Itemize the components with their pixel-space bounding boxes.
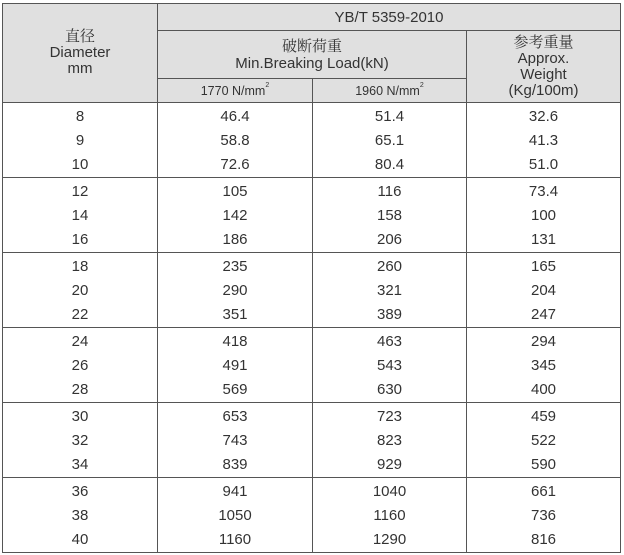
cell-value: 653	[222, 408, 248, 425]
cell-value: 46.4	[220, 108, 250, 125]
cell-value: 723	[376, 408, 403, 425]
load-1770-cell	[158, 328, 313, 403]
grade-1960-header	[313, 79, 467, 103]
cell-value: 1050	[218, 507, 252, 524]
cell-value: 32.6	[528, 108, 559, 125]
cell-value: 491	[222, 357, 248, 374]
cell-value: 34	[71, 456, 89, 473]
weight-cell	[467, 253, 621, 328]
cell-value: 24	[71, 333, 89, 350]
cell-value: 321	[376, 282, 403, 299]
cell-value: 80.4	[374, 156, 405, 173]
cell-value: 929	[376, 456, 403, 473]
breaking-load-header-cn: 破断荷重	[281, 37, 342, 55]
diameter-header-en: Diameter	[49, 44, 111, 61]
diameter-cell	[3, 478, 158, 553]
cell-value: 158	[376, 207, 403, 224]
spec-table-container	[2, 3, 621, 553]
weight-cell	[467, 403, 621, 478]
cell-value: 18	[71, 258, 89, 275]
diameter-header	[3, 4, 158, 103]
cell-value: 40	[71, 531, 89, 548]
cell-value: 418	[222, 333, 248, 350]
cell-value: 41.3	[528, 132, 559, 149]
table-row-group	[3, 328, 621, 403]
cell-value: 816	[530, 531, 557, 548]
cell-value: 463	[376, 333, 403, 350]
load-1770-cell	[158, 403, 313, 478]
cell-value: 823	[376, 432, 403, 449]
cell-value: 165	[530, 258, 557, 275]
cell-value: 105	[222, 183, 248, 200]
load-1960-cell	[313, 328, 467, 403]
cell-value: 58.8	[220, 132, 250, 149]
cell-value: 116	[377, 183, 402, 200]
diameter-header-cn: 直径	[64, 28, 95, 45]
cell-value: 73.4	[528, 183, 559, 200]
cell-value: 36	[71, 483, 89, 500]
cell-value: 1290	[372, 531, 407, 548]
cell-value: 8	[75, 108, 85, 125]
diameter-cell	[3, 178, 158, 253]
cell-value: 294	[530, 333, 557, 350]
diameter-cell	[3, 403, 158, 478]
cell-value: 16	[71, 231, 89, 248]
cell-value: 28	[71, 381, 89, 398]
cell-value: 100	[530, 207, 557, 224]
grade-1960-sup: 2	[419, 81, 424, 89]
table-body	[3, 103, 621, 553]
table-header	[3, 4, 621, 103]
cell-value: 290	[222, 282, 248, 299]
diameter-cell	[3, 253, 158, 328]
load-1960-cell	[313, 403, 467, 478]
cell-value: 72.6	[220, 156, 250, 173]
cell-value: 12	[71, 183, 89, 200]
wire-rope-spec-table	[2, 3, 621, 553]
weight-cell	[467, 328, 621, 403]
cell-value: 186	[222, 231, 248, 248]
breaking-load-header	[158, 31, 467, 79]
cell-value: 736	[530, 507, 557, 524]
cell-value: 22	[71, 306, 89, 323]
cell-value: 235	[222, 258, 248, 275]
load-1960-cell	[313, 253, 467, 328]
grade-1960-label: 1960 N/mm	[355, 83, 420, 98]
cell-value: 206	[376, 231, 403, 248]
table-row-group	[3, 178, 621, 253]
cell-value: 142	[222, 207, 248, 224]
cell-value: 131	[530, 231, 557, 248]
grade-1770-header	[158, 79, 313, 103]
cell-value: 65.1	[374, 132, 405, 149]
cell-value: 522	[530, 432, 557, 449]
cell-value: 260	[376, 258, 403, 275]
load-1960-cell	[313, 103, 467, 178]
cell-value: 389	[376, 306, 403, 323]
cell-value: 743	[222, 432, 248, 449]
cell-value: 543	[376, 357, 403, 374]
weight-header-cn: 参考重量	[513, 33, 574, 51]
load-1770-cell	[158, 478, 313, 553]
standard-header: YB/T 5359-2010	[158, 4, 621, 31]
diameter-cell	[3, 328, 158, 403]
load-1770-cell	[158, 103, 313, 178]
load-1960-cell	[313, 178, 467, 253]
table-row-group	[3, 478, 621, 553]
weight-cell	[467, 478, 621, 553]
cell-value: 569	[222, 381, 248, 398]
cell-value: 1160	[373, 507, 406, 524]
cell-value: 1160	[218, 531, 252, 548]
weight-header-en1: Approx.	[517, 49, 570, 67]
cell-value: 839	[222, 456, 248, 473]
cell-value: 30	[71, 408, 89, 425]
load-1770-cell	[158, 178, 313, 253]
grade-1770-sup: 2	[265, 81, 270, 89]
weight-header	[467, 31, 621, 103]
cell-value: 10	[71, 156, 89, 173]
load-1960-cell	[313, 478, 467, 553]
cell-value: 400	[530, 381, 557, 398]
cell-value: 14	[71, 207, 89, 224]
grade-1770-label: 1770 N/mm	[200, 83, 266, 98]
weight-header-en2: Weight	[520, 65, 567, 83]
table-row-group	[3, 253, 621, 328]
cell-value: 351	[222, 306, 248, 323]
weight-cell	[467, 103, 621, 178]
cell-value: 345	[530, 357, 557, 374]
cell-value: 20	[71, 282, 89, 299]
weight-cell	[467, 178, 621, 253]
cell-value: 26	[71, 357, 89, 374]
breaking-load-header-en: Min.Breaking Load(kN)	[235, 54, 389, 72]
cell-value: 51.4	[374, 108, 405, 125]
diameter-header-unit: mm	[67, 60, 93, 77]
load-1770-cell	[158, 253, 313, 328]
diameter-cell	[3, 103, 158, 178]
weight-header-unit: (Kg/100m)	[508, 81, 579, 99]
cell-value: 247	[530, 306, 557, 323]
table-row-group	[3, 103, 621, 178]
cell-value: 941	[222, 483, 248, 500]
cell-value: 32	[71, 432, 89, 449]
cell-value: 38	[71, 507, 89, 524]
cell-value: 9	[75, 132, 85, 149]
cell-value: 459	[530, 408, 557, 425]
cell-value: 590	[530, 456, 557, 473]
cell-value: 661	[530, 483, 557, 500]
cell-value: 1040	[372, 483, 407, 500]
table-row-group	[3, 403, 621, 478]
cell-value: 51.0	[528, 156, 559, 173]
cell-value: 630	[376, 381, 403, 398]
cell-value: 204	[530, 282, 557, 299]
